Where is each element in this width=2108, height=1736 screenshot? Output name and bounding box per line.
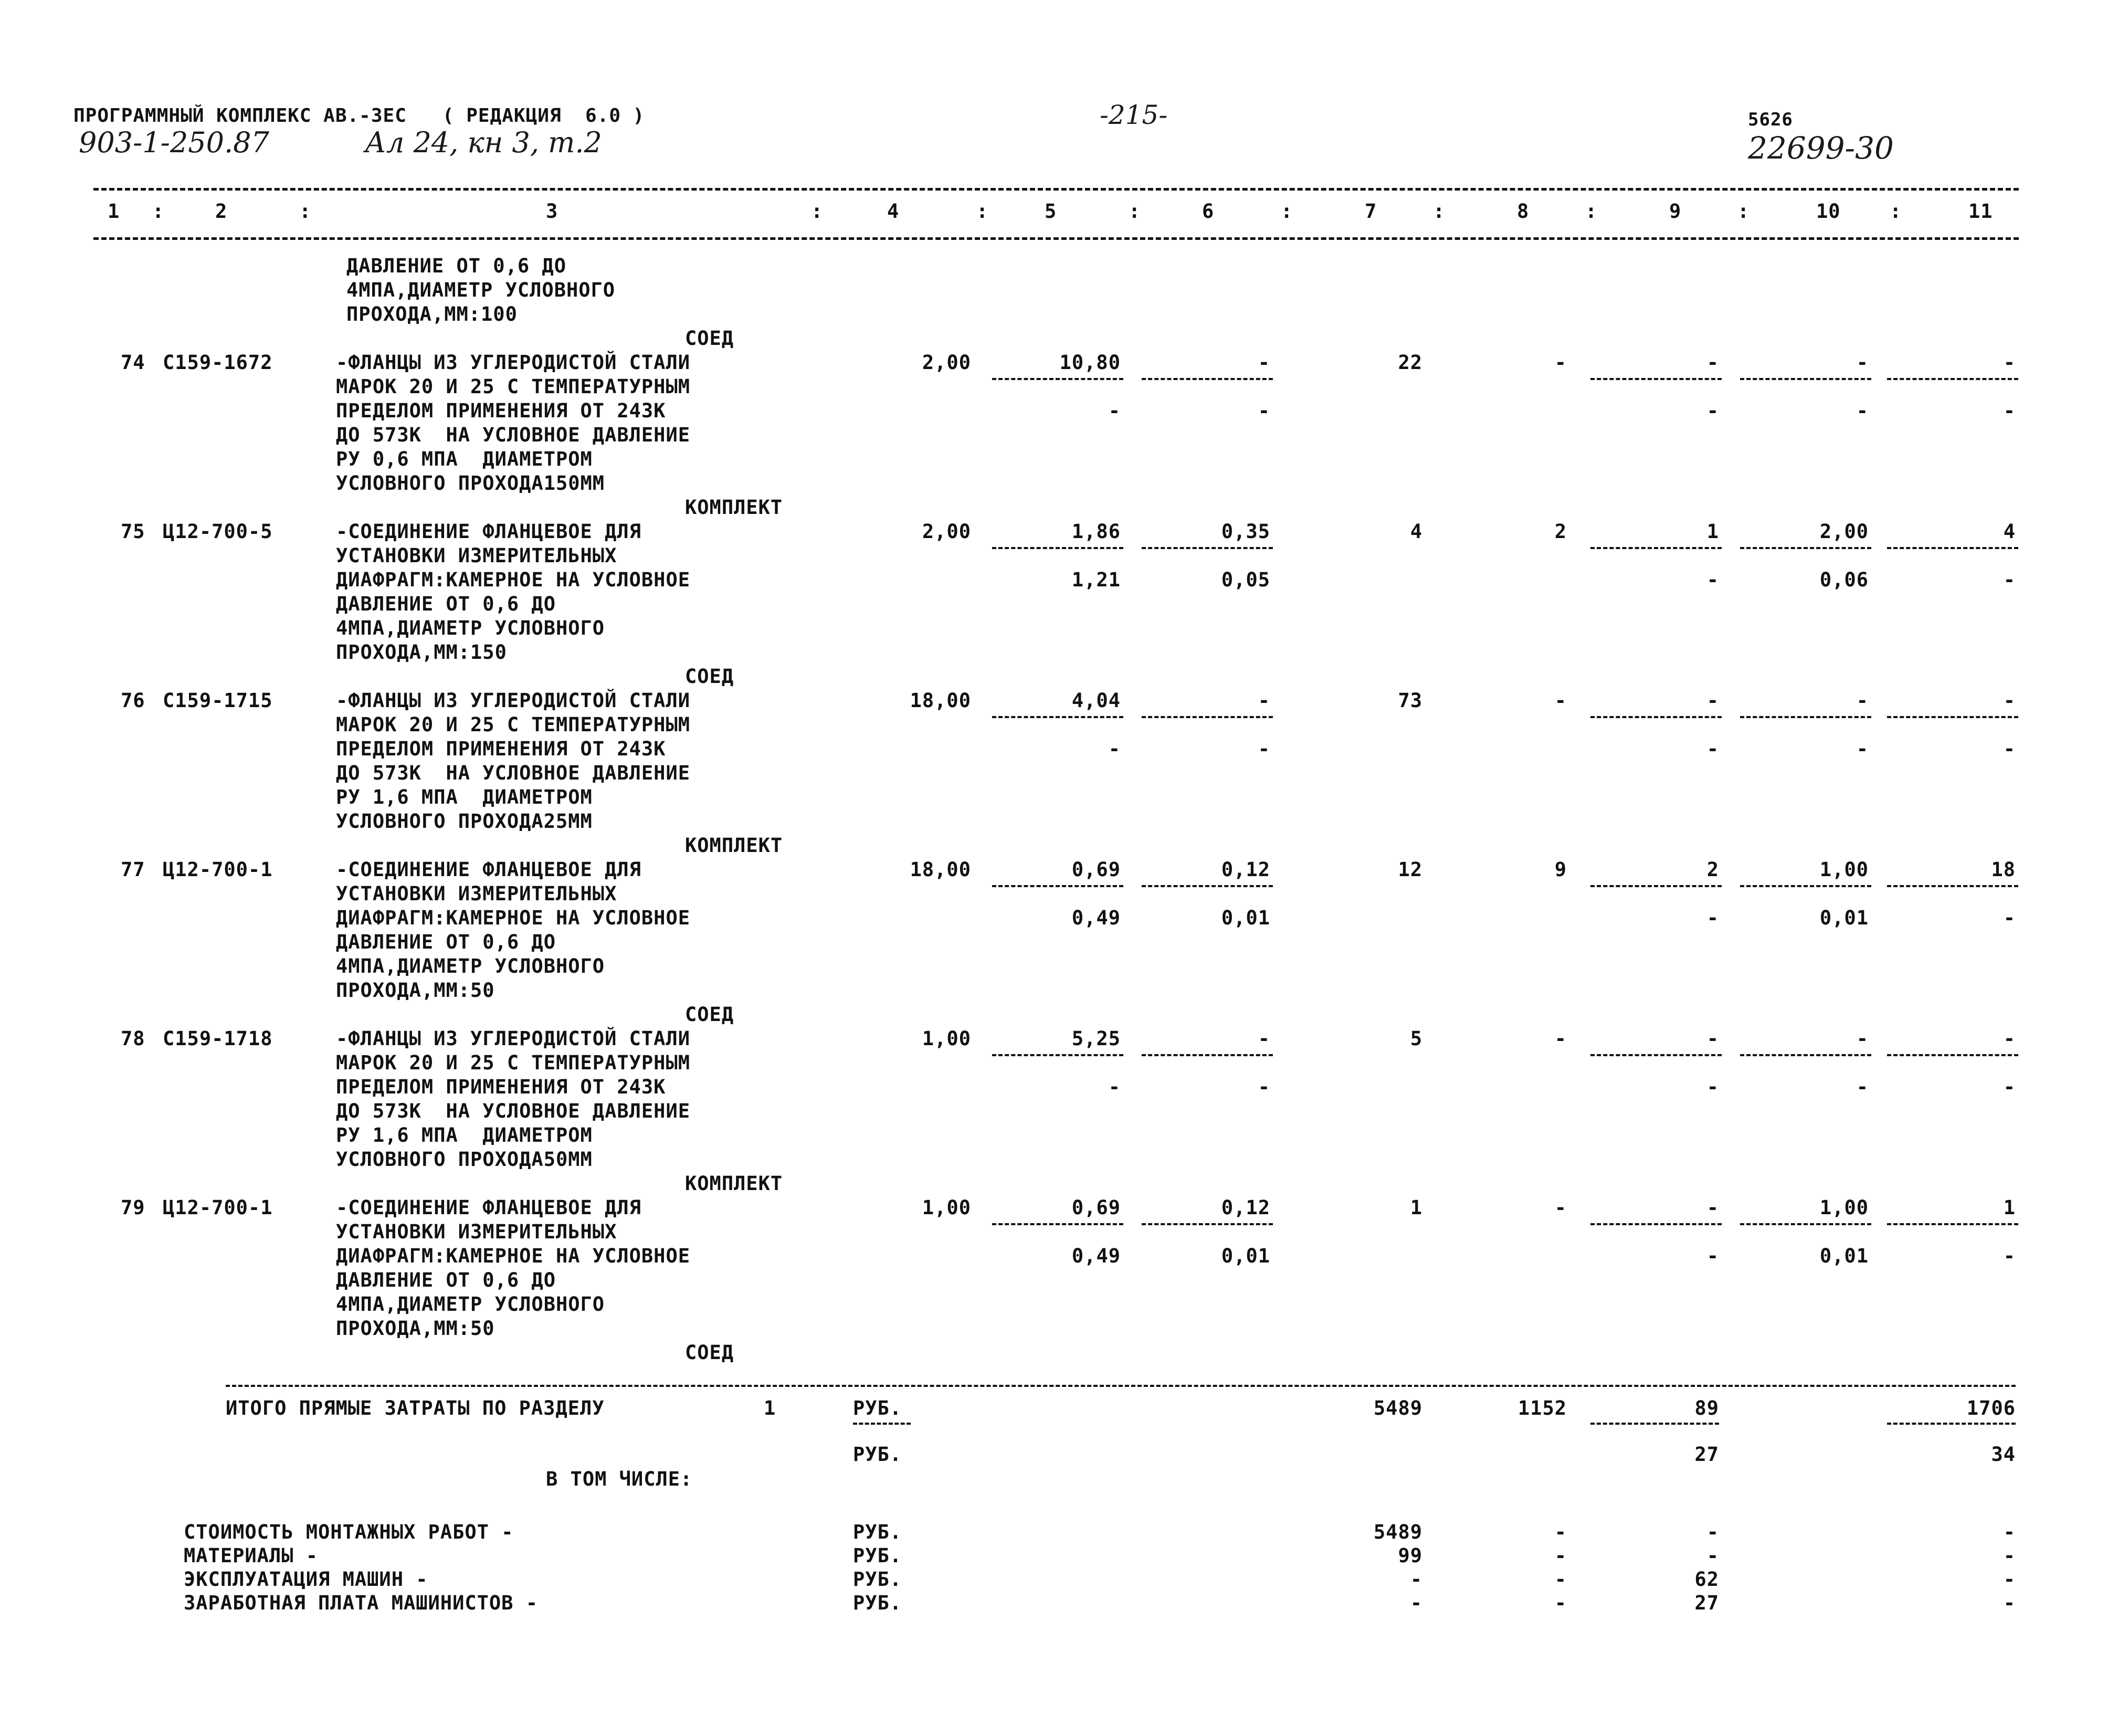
row-c5b: 0,49 [1071, 907, 1121, 929]
row-c10: 2,00 [1819, 520, 1869, 543]
header-bottom-rule [93, 237, 2019, 240]
row-code: Ц12-700-1 [163, 858, 273, 881]
row-c7: 12 [1398, 858, 1422, 881]
row-c5: 10,80 [1059, 351, 1121, 374]
row-code: С159-1718 [163, 1027, 273, 1050]
row-c9: 2 [1706, 858, 1719, 881]
row-c5-divider [992, 716, 1123, 718]
row-number: 76 [121, 689, 145, 712]
row-c10b: 0,01 [1819, 1245, 1869, 1267]
row-description-line: -ФЛАНЦЫ ИЗ УГЛЕРОДИСТОЙ СТАЛИ [336, 689, 691, 712]
row-description-line: УСЛОВНОГО ПРОХОДА25ММ [336, 810, 593, 833]
row-c10: - [1856, 1027, 1869, 1050]
row-c6-divider [1142, 885, 1273, 887]
totals-c8: 1152 [1517, 1397, 1567, 1419]
row-c6b: - [1258, 399, 1270, 422]
breakdown-c9: - [1706, 1521, 1719, 1543]
column-header-17: : [1737, 200, 1750, 223]
row-c11b: - [2003, 1245, 2016, 1267]
row-c8: 9 [1554, 858, 1567, 881]
breakdown-c11: - [2003, 1544, 2016, 1567]
row-description-line: ПРЕДЕЛОМ ПРИМЕНЕНИЯ ОТ 243К [336, 738, 666, 760]
totals-c9: 89 [1694, 1397, 1719, 1419]
row-c5-divider [992, 547, 1123, 549]
row-c6-divider [1142, 547, 1273, 549]
row-number: 75 [121, 520, 145, 543]
row-unit: СОЕД [685, 665, 734, 688]
column-header-9: : [1129, 200, 1141, 223]
row-c8: - [1554, 689, 1567, 712]
row-c7: 5 [1410, 1027, 1422, 1050]
column-header-5: : [811, 200, 824, 223]
row-description-line: ДАВЛЕНИЕ ОТ 0,6 ДО [336, 593, 556, 615]
row-c5: 5,25 [1071, 1027, 1121, 1050]
row-unit: КОМПЛЕКТ [685, 1172, 783, 1195]
row-c11-divider [1887, 547, 2018, 549]
row-description-line: УСЛОВНОГО ПРОХОДА150ММ [336, 472, 605, 495]
row-c9-divider [1590, 547, 1722, 549]
row-c9b: - [1706, 1076, 1719, 1098]
row-c11b: - [2003, 907, 2016, 929]
row-unit: КОМПЛЕКТ [685, 834, 783, 857]
row-c9b: - [1706, 1245, 1719, 1267]
breakdown-c9: - [1706, 1544, 1719, 1567]
column-header-15: : [1585, 200, 1598, 223]
row-c7: 22 [1398, 351, 1422, 374]
row-description-line: УСТАНОВКИ ИЗМЕРИТЕЛЬНЫХ [336, 1221, 617, 1243]
row-c5-divider [992, 1223, 1123, 1225]
row-c11-divider [1887, 885, 2018, 887]
totals-c7: 5489 [1373, 1397, 1422, 1419]
row-c7: 73 [1398, 689, 1422, 712]
row-description-line: 4МПА,ДИАМЕТР УСЛОВНОГО [336, 955, 605, 977]
row-c7: 1 [1410, 1196, 1422, 1219]
row-c10-divider [1740, 1223, 1871, 1225]
breakdown-c7: - [1410, 1568, 1422, 1591]
row-c6b: 0,01 [1221, 907, 1270, 929]
program-title: ПРОГРАММНЫЙ КОМПЛЕКС АВ.-ЗЕС ( РЕДАКЦИЯ 6.0 ) [73, 105, 645, 127]
row-qty: 2,00 [922, 351, 971, 374]
row-c6-divider [1142, 1054, 1273, 1056]
row-description-line: РУ 1,6 МПА ДИАМЕТРОМ [336, 1124, 593, 1146]
row-c11b: - [2003, 399, 2016, 422]
breakdown-c8: - [1554, 1592, 1567, 1614]
row-description-line: ПРЕДЕЛОМ ПРИМЕНЕНИЯ ОТ 243К [336, 1076, 666, 1098]
row-qty: 1,00 [922, 1196, 971, 1219]
row-number: 77 [121, 858, 145, 881]
row-c5: 4,04 [1071, 689, 1121, 712]
row-description-line: ДАВЛЕНИЕ ОТ 0,6 ДО [336, 931, 556, 953]
row-c8: 2 [1554, 520, 1567, 543]
row-description-line: -ФЛАНЦЫ ИЗ УГЛЕРОДИСТОЙ СТАЛИ [336, 351, 691, 374]
row-c10: - [1856, 689, 1869, 712]
row-c9: - [1706, 351, 1719, 374]
row-description-line: -СОЕДИНЕНИЕ ФЛАНЦЕВОЕ ДЛЯ [336, 1196, 641, 1219]
row-qty: 18,00 [910, 689, 971, 712]
breakdown-currency: РУБ. [853, 1544, 902, 1567]
row-c11: - [2003, 1027, 2016, 1050]
row-description-line: МАРОК 20 И 25 С ТЕМПЕРАТУРНЫМ [336, 375, 691, 398]
row-c6b: 0,05 [1221, 569, 1270, 591]
row-qty: 18,00 [910, 858, 971, 881]
column-header-4: 3 [546, 200, 558, 223]
row-c5b: 0,49 [1071, 1245, 1121, 1267]
header-top-rule [93, 188, 2019, 191]
row-description-line: ДИАФРАГМ:КАМЕРНОЕ НА УСЛОВНОЕ [336, 907, 691, 929]
row-description-line: 4МПА,ДИАМЕТР УСЛОВНОГО [336, 1293, 605, 1316]
code-small: 5626 [1748, 109, 1793, 130]
row-description-line: ДИАФРАГМ:КАМЕРНОЕ НА УСЛОВНОЕ [336, 569, 691, 591]
row-c6b: - [1258, 1076, 1270, 1098]
row-description-line: РУ 1,6 МПА ДИАМЕТРОМ [336, 786, 593, 808]
album-note: Ал 24, кн 3, т.2 [365, 126, 602, 159]
row-code: С159-1672 [163, 351, 273, 374]
row-c6: 0,12 [1221, 858, 1270, 881]
column-header-10: 6 [1202, 200, 1215, 223]
row-description-line: РУ 0,6 МПА ДИАМЕТРОМ [336, 448, 593, 470]
totals-currency-divider [853, 1423, 911, 1425]
row-c10: 1,00 [1819, 858, 1869, 881]
column-header-3: : [299, 200, 312, 223]
row-qty: 1,00 [922, 1027, 971, 1050]
row-c5-divider [992, 885, 1123, 887]
row-c6-divider [1142, 716, 1273, 718]
column-header-12: 7 [1365, 200, 1377, 223]
row-c6: - [1258, 351, 1270, 374]
row-c10: - [1856, 351, 1869, 374]
totals-c11-divider [1887, 1423, 2016, 1425]
row-description-line: УСЛОВНОГО ПРОХОДА50ММ [336, 1148, 593, 1171]
breakdown-c7: - [1410, 1592, 1422, 1614]
row-c11-divider [1887, 716, 2018, 718]
row-c9-divider [1590, 378, 1722, 380]
breakdown-c8: - [1554, 1544, 1567, 1567]
row-number: 74 [121, 351, 145, 374]
row-description-line: ПРЕДЕЛОМ ПРИМЕНЕНИЯ ОТ 243К [336, 399, 666, 422]
row-c5b: - [1108, 399, 1121, 422]
breakdown-c11: - [2003, 1521, 2016, 1543]
row-unit: КОМПЛЕКТ [685, 496, 783, 519]
breakdown-currency: РУБ. [853, 1568, 902, 1591]
row-c11: 1 [2003, 1196, 2016, 1219]
row-number: 78 [121, 1027, 145, 1050]
row-unit: СОЕД [685, 1341, 734, 1364]
row-c11-divider [1887, 1223, 2018, 1225]
continued-unit: СОЕД [685, 327, 734, 350]
continued-line: 4МПА,ДИАМЕТР УСЛОВНОГО [346, 279, 616, 301]
row-c9: - [1706, 1196, 1719, 1219]
row-c10-divider [1740, 378, 1871, 380]
row-number: 79 [121, 1196, 145, 1219]
row-c11: 4 [2003, 520, 2016, 543]
row-c9b: - [1706, 569, 1719, 591]
row-c10-divider [1740, 716, 1871, 718]
row-c6b: 0,01 [1221, 1245, 1270, 1267]
column-header-0: 1 [108, 200, 120, 223]
continued-line: ПРОХОДА,ММ:100 [346, 303, 518, 325]
column-header-11: : [1281, 200, 1293, 223]
row-description-line: ДО 573К НА УСЛОВНОЕ ДАВЛЕНИЕ [336, 1100, 691, 1122]
row-code: Ц12-700-1 [163, 1196, 273, 1219]
row-c9: - [1706, 1027, 1719, 1050]
totals-c11b: 34 [1991, 1443, 2016, 1466]
row-description-line: ДАВЛЕНИЕ ОТ 0,6 ДО [336, 1269, 556, 1291]
row-code: С159-1715 [163, 689, 273, 712]
breakdown-c11: - [2003, 1592, 2016, 1614]
row-c10-divider [1740, 885, 1871, 887]
column-header-18: 10 [1816, 200, 1841, 223]
row-c9-divider [1590, 716, 1722, 718]
row-c9-divider [1590, 885, 1722, 887]
row-c6: 0,12 [1221, 1196, 1270, 1219]
continued-line: ДАВЛЕНИЕ ОТ 0,6 ДО [346, 255, 566, 277]
row-c5b: 1,21 [1071, 569, 1121, 591]
column-header-7: : [976, 200, 989, 223]
column-header-16: 9 [1669, 200, 1682, 223]
row-description-line: 4МПА,ДИАМЕТР УСЛОВНОГО [336, 617, 605, 639]
row-c10: 1,00 [1819, 1196, 1869, 1219]
row-c10b: 0,01 [1819, 907, 1869, 929]
row-c6: - [1258, 1027, 1270, 1050]
row-c9-divider [1590, 1223, 1722, 1225]
row-c9b: - [1706, 738, 1719, 760]
row-c5b: - [1108, 1076, 1121, 1098]
column-header-8: 5 [1045, 200, 1057, 223]
row-c8: - [1554, 1196, 1567, 1219]
row-c6b: - [1258, 738, 1270, 760]
row-description-line: УСТАНОВКИ ИЗМЕРИТЕЛЬНЫХ [336, 882, 617, 905]
row-c11: 18 [1991, 858, 2016, 881]
row-description-line: МАРОК 20 И 25 С ТЕМПЕРАТУРНЫМ [336, 1051, 691, 1074]
column-header-2: 2 [215, 200, 228, 223]
row-c5: 0,69 [1071, 1196, 1121, 1219]
totals-currency-b: РУБ. [853, 1443, 902, 1466]
breakdown-label: ЗАРАБОТНАЯ ПЛАТА МАШИНИСТОВ - [184, 1592, 539, 1614]
row-description-line: ДО 573К НА УСЛОВНОЕ ДАВЛЕНИЕ [336, 762, 691, 784]
totals-section: 1 [764, 1397, 776, 1419]
row-c5-divider [992, 1054, 1123, 1056]
totals-c9b: 27 [1694, 1443, 1719, 1466]
row-c8: - [1554, 351, 1567, 374]
row-description-line: ПРОХОДА,ММ:50 [336, 1317, 495, 1340]
breakdown-currency: РУБ. [853, 1521, 902, 1543]
row-c10-divider [1740, 1054, 1871, 1056]
breakdown-label: СТОИМОСТЬ МОНТАЖНЫХ РАБОТ - [184, 1521, 514, 1543]
row-c5: 0,69 [1071, 858, 1121, 881]
row-code: Ц12-700-5 [163, 520, 273, 543]
row-c11-divider [1887, 378, 2018, 380]
row-c11b: - [2003, 738, 2016, 760]
row-description-line: МАРОК 20 И 25 С ТЕМПЕРАТУРНЫМ [336, 713, 691, 736]
row-description-line: -СОЕДИНЕНИЕ ФЛАНЦЕВОЕ ДЛЯ [336, 858, 641, 881]
totals-c9-divider [1590, 1423, 1719, 1425]
row-c11: - [2003, 351, 2016, 374]
totals-including: В ТОМ ЧИСЛЕ: [546, 1468, 693, 1490]
breakdown-currency: РУБ. [853, 1592, 902, 1614]
totals-rule [226, 1385, 2016, 1387]
row-c11b: - [2003, 1076, 2016, 1098]
row-description-line: -ФЛАНЦЫ ИЗ УГЛЕРОДИСТОЙ СТАЛИ [336, 1027, 691, 1050]
breakdown-c7: 99 [1398, 1544, 1422, 1567]
row-unit: СОЕД [685, 1003, 734, 1026]
row-c6-divider [1142, 378, 1273, 380]
row-c5: 1,86 [1071, 520, 1121, 543]
row-c6-divider [1142, 1223, 1273, 1225]
row-c8: - [1554, 1027, 1567, 1050]
row-c9b: - [1706, 399, 1719, 422]
row-c9: 1 [1706, 520, 1719, 543]
row-c11: - [2003, 689, 2016, 712]
row-c9-divider [1590, 1054, 1722, 1056]
column-header-13: : [1433, 200, 1446, 223]
row-description-line: ПРОХОДА,ММ:150 [336, 641, 507, 664]
column-header-19: : [1890, 200, 1902, 223]
row-c9b: - [1706, 907, 1719, 929]
row-c10b: - [1856, 738, 1869, 760]
row-description-line: ДИАФРАГМ:КАМЕРНОЕ НА УСЛОВНОЕ [336, 1245, 691, 1267]
page-number: -215- [1100, 100, 1168, 130]
row-c5b: - [1108, 738, 1121, 760]
row-description-line: -СОЕДИНЕНИЕ ФЛАНЦЕВОЕ ДЛЯ [336, 520, 641, 543]
breakdown-c9: 62 [1694, 1568, 1719, 1591]
row-c6: 0,35 [1221, 520, 1270, 543]
column-header-6: 4 [887, 200, 900, 223]
row-c9: - [1706, 689, 1719, 712]
row-c5-divider [992, 378, 1123, 380]
row-c11b: - [2003, 569, 2016, 591]
breakdown-label: МАТЕРИАЛЫ - [184, 1544, 319, 1567]
breakdown-c8: - [1554, 1568, 1567, 1591]
row-c10b: 0,06 [1819, 569, 1869, 591]
row-c11-divider [1887, 1054, 2018, 1056]
column-header-1: : [152, 200, 165, 223]
breakdown-c8: - [1554, 1521, 1567, 1543]
row-c10b: - [1856, 1076, 1869, 1098]
totals-label: ИТОГО ПРЯМЫЕ ЗАТРАТЫ ПО РАЗДЕЛУ [226, 1397, 605, 1419]
column-header-20: 11 [1968, 200, 1993, 223]
document-number: 903-1-250.87 [79, 126, 269, 159]
row-c10-divider [1740, 547, 1871, 549]
row-c7: 4 [1410, 520, 1422, 543]
row-description-line: ДО 573К НА УСЛОВНОЕ ДАВЛЕНИЕ [336, 424, 691, 446]
breakdown-c7: 5489 [1373, 1521, 1422, 1543]
row-description-line: УСТАНОВКИ ИЗМЕРИТЕЛЬНЫХ [336, 544, 617, 567]
row-description-line: ПРОХОДА,ММ:50 [336, 979, 495, 1002]
row-qty: 2,00 [922, 520, 971, 543]
breakdown-label: ЭКСПЛУАТАЦИЯ МАШИН - [184, 1568, 428, 1591]
document-code: 22699-30 [1748, 130, 1894, 166]
row-c6: - [1258, 689, 1270, 712]
column-header-14: 8 [1517, 200, 1530, 223]
breakdown-c9: 27 [1694, 1592, 1719, 1614]
breakdown-c11: - [2003, 1568, 2016, 1591]
row-c10b: - [1856, 399, 1869, 422]
totals-currency: РУБ. [853, 1397, 902, 1419]
totals-c11: 1706 [1966, 1397, 2016, 1419]
